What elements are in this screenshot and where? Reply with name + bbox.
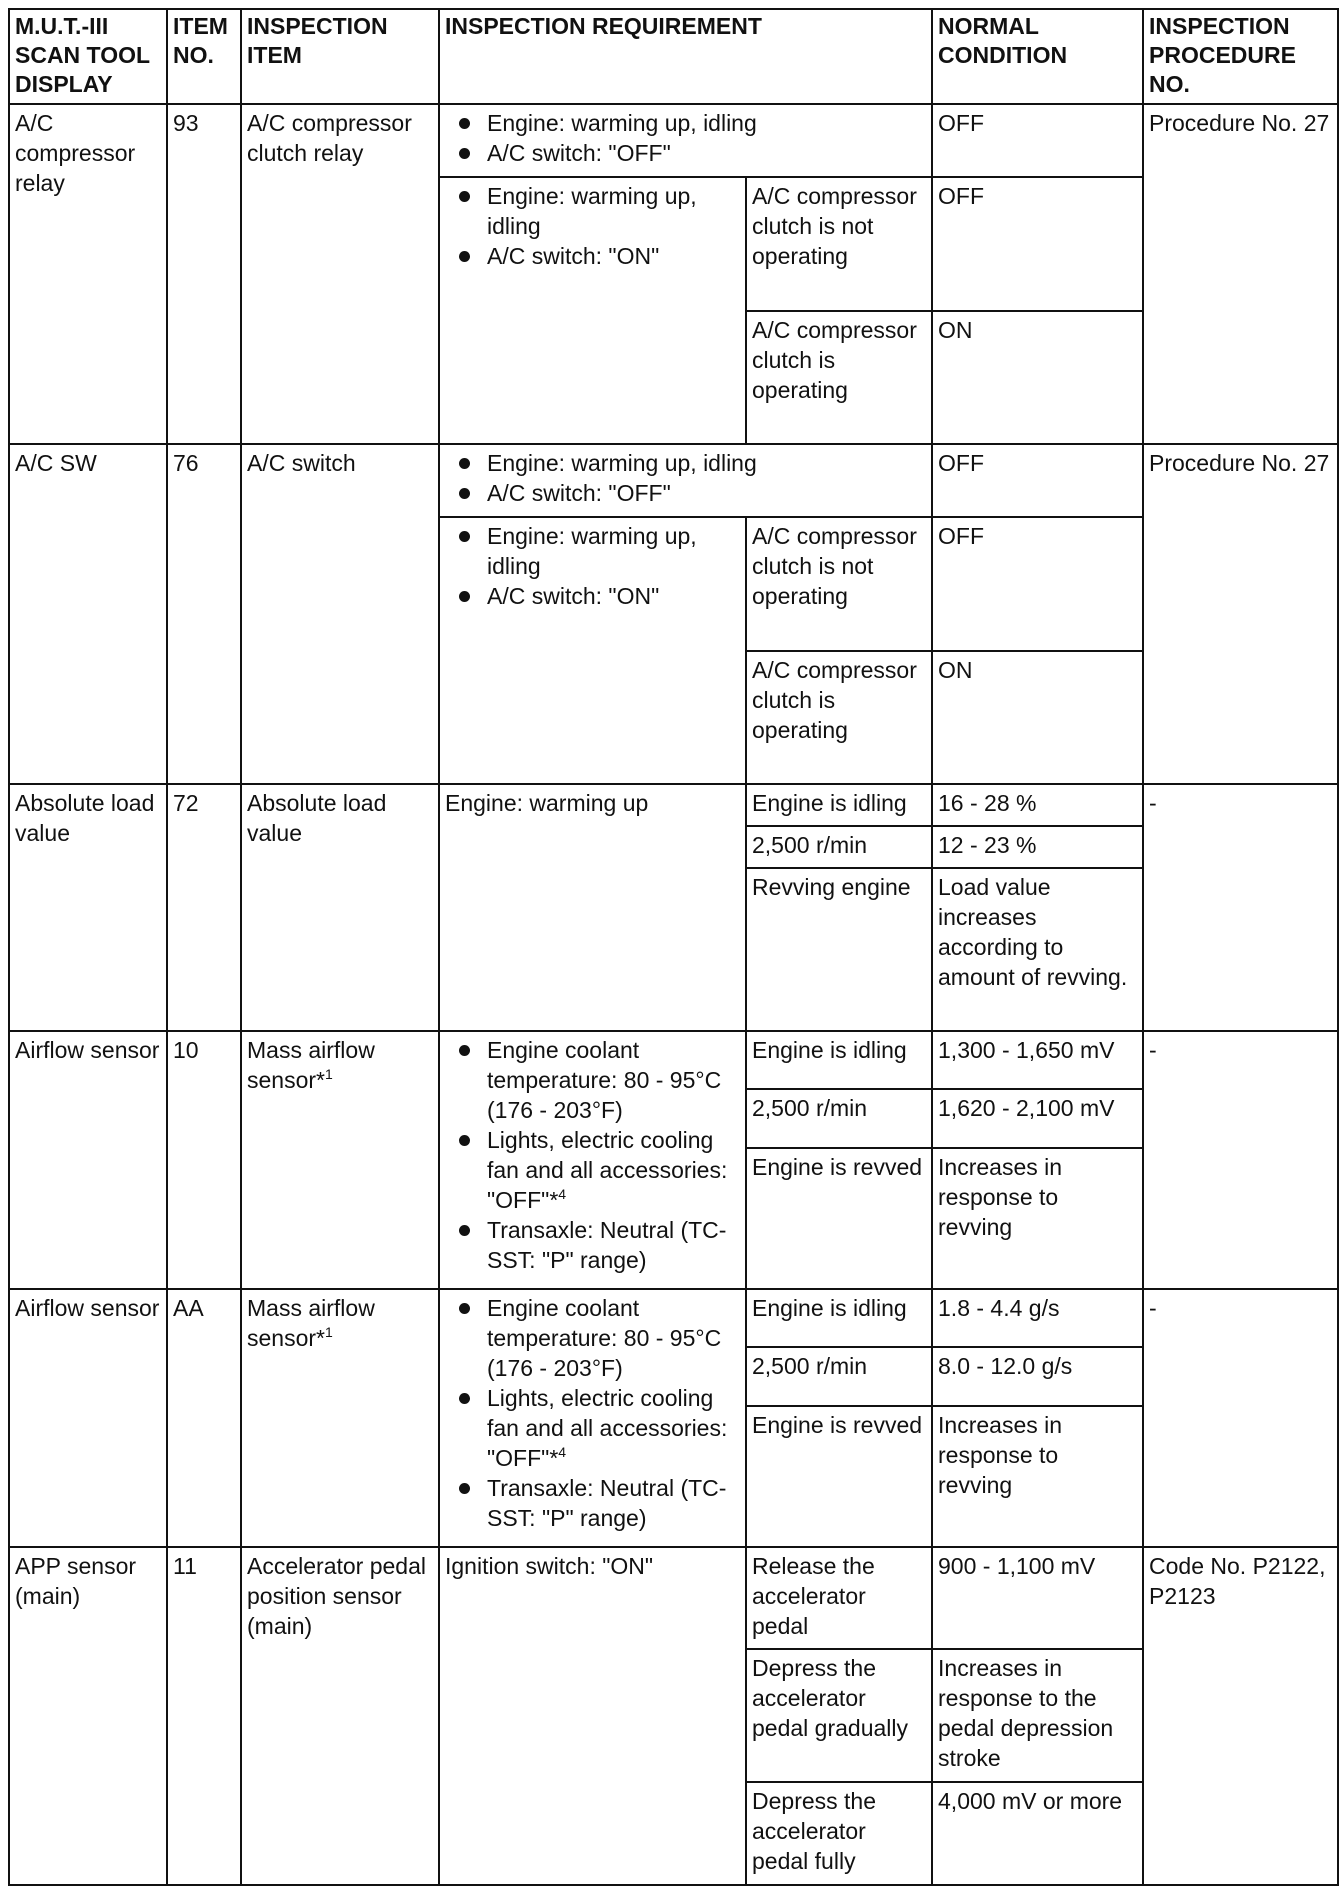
normal-condition-cell: OFF [932,517,1143,651]
condition-cell: Depress the accelerator pedal gradually [746,1649,932,1782]
item-no-cell: AA [167,1289,241,1547]
normal-condition-cell: Load value increases according to amount of revving. [932,868,1143,1031]
table-row [9,104,1338,177]
display-cell: Airflow sensor [9,1031,167,1289]
header-item: INSPECTION ITEM [241,9,439,104]
bullet-item: A/C switch: "ON" [457,581,740,611]
condition-cell: Engine is idling [746,1289,932,1347]
item-cell: Accelerator pedal position sensor (main) [241,1547,439,1885]
requirement-cell: Ignition switch: "ON" [439,1547,746,1885]
normal-condition-cell: Increases in response to the pedal depression stroke [932,1649,1143,1782]
header-procedure: INSPECTION PROCEDURE NO. [1143,9,1338,104]
table-row [9,1031,1338,1089]
bullet-item: Engine coolant temperature: 80 - 95°C (176 - 203°F) [457,1293,740,1383]
item-no-cell: 11 [167,1547,241,1885]
display-cell: Absolute load value [9,784,167,1031]
display-cell: A/C compressor relay [9,104,167,444]
item-no-cell: 76 [167,444,241,784]
condition-cell: Revving engine [746,868,932,1031]
table-row [9,1289,1338,1347]
condition-cell: 2,500 r/min [746,1347,932,1406]
item-no-cell: 93 [167,104,241,444]
bullet-item: Engine: warming up, idling [457,448,926,478]
inspection-table-wrapper [8,8,1337,1886]
bullet-item: Engine: warming up, idling [457,521,740,581]
item-cell: A/C compressor clutch relay [241,104,439,444]
footnote-mark: 1 [324,1324,333,1340]
normal-condition-cell: 4,000 mV or more [932,1782,1143,1885]
requirement-cell [439,444,932,517]
header-requirement: INSPECTION REQUIREMENT [439,9,932,104]
condition-cell: Engine is revved [746,1406,932,1547]
procedure-cell: Procedure No. 27 [1143,104,1338,444]
bullet-item: Engine: warming up, idling [457,108,926,138]
requirement-cell: Engine: warming up [439,784,746,1031]
bullet-item: Engine: warming up, idling [457,181,740,241]
condition-cell: 2,500 r/min [746,1089,932,1148]
header-display: M.U.T.-III SCAN TOOL DISPLAY [9,9,167,104]
bullet-item: A/C switch: "OFF" [457,138,926,168]
normal-condition-cell: ON [932,651,1143,784]
normal-condition-cell: Increases in response to revving [932,1148,1143,1289]
procedure-cell: - [1143,1289,1338,1547]
footnote-mark: 4 [558,1186,567,1202]
requirement-cell [439,1289,746,1547]
normal-condition-cell: 12 - 23 % [932,826,1143,868]
bullet-item [457,1383,740,1473]
normal-condition-cell: ON [932,311,1143,444]
normal-condition-cell: 900 - 1,100 mV [932,1547,1143,1649]
item-text: Mass airflow sensor* [247,1295,375,1351]
header-item-no: ITEM NO. [167,9,241,104]
procedure-cell: - [1143,784,1338,1031]
requirement-cell [439,1031,746,1289]
header-row [9,9,1338,104]
normal-condition-cell: Increases in response to revving [932,1406,1143,1547]
normal-condition-cell: 16 - 28 % [932,784,1143,826]
table-row [9,784,1338,826]
requirement-cell [439,517,746,784]
item-cell: A/C switch [241,444,439,784]
bullet-item: A/C switch: "ON" [457,241,740,271]
condition-cell: A/C compressor clutch is not operating [746,517,932,651]
normal-condition-cell: OFF [932,177,1143,311]
display-cell: A/C SW [9,444,167,784]
procedure-cell: Code No. P2122, P2123 [1143,1547,1338,1885]
condition-cell: A/C compressor clutch is not operating [746,177,932,311]
table-row [9,1547,1338,1649]
requirement-cell [439,104,932,177]
condition-cell: Engine is idling [746,784,932,826]
bullet-item: Transaxle: Neutral (TC-SST: "P" range) [457,1215,740,1275]
condition-cell: A/C compressor clutch is operating [746,311,932,444]
item-no-cell: 72 [167,784,241,1031]
item-text: Mass airflow sensor* [247,1037,375,1093]
item-cell: Absolute load value [241,784,439,1031]
item-cell [241,1289,439,1547]
display-cell: APP sensor (main) [9,1547,167,1885]
condition-cell: Depress the accelerator pedal fully [746,1782,932,1885]
bullet-item: Engine coolant temperature: 80 - 95°C (176 - 203°F) [457,1035,740,1125]
header-normal-condition: NORMAL CONDITION [932,9,1143,104]
footnote-mark: 1 [324,1066,333,1082]
normal-condition-cell: 1,300 - 1,650 mV [932,1031,1143,1089]
table-row [9,444,1338,517]
bullet-text: Lights, electric cooling fan and all accessories: "OFF"* [487,1127,728,1213]
bullet-text: Lights, electric cooling fan and all accessories: "OFF"* [487,1385,728,1471]
normal-condition-cell: OFF [932,444,1143,517]
condition-cell: Engine is revved [746,1148,932,1289]
normal-condition-cell: OFF [932,104,1143,177]
normal-condition-cell: 1.8 - 4.4 g/s [932,1289,1143,1347]
condition-cell: Engine is idling [746,1031,932,1089]
condition-cell: A/C compressor clutch is operating [746,651,932,784]
procedure-cell: Procedure No. 27 [1143,444,1338,784]
display-cell: Airflow sensor [9,1289,167,1547]
inspection-table [8,8,1339,1886]
bullet-item [457,1125,740,1215]
item-cell [241,1031,439,1289]
bullet-item: Transaxle: Neutral (TC-SST: "P" range) [457,1473,740,1533]
condition-cell: 2,500 r/min [746,826,932,868]
normal-condition-cell: 8.0 - 12.0 g/s [932,1347,1143,1406]
condition-cell: Release the accelerator pedal [746,1547,932,1649]
normal-condition-cell: 1,620 - 2,100 mV [932,1089,1143,1148]
item-no-cell: 10 [167,1031,241,1289]
requirement-cell [439,177,746,444]
bullet-item: A/C switch: "OFF" [457,478,926,508]
footnote-mark: 4 [558,1444,567,1460]
procedure-cell: - [1143,1031,1338,1289]
